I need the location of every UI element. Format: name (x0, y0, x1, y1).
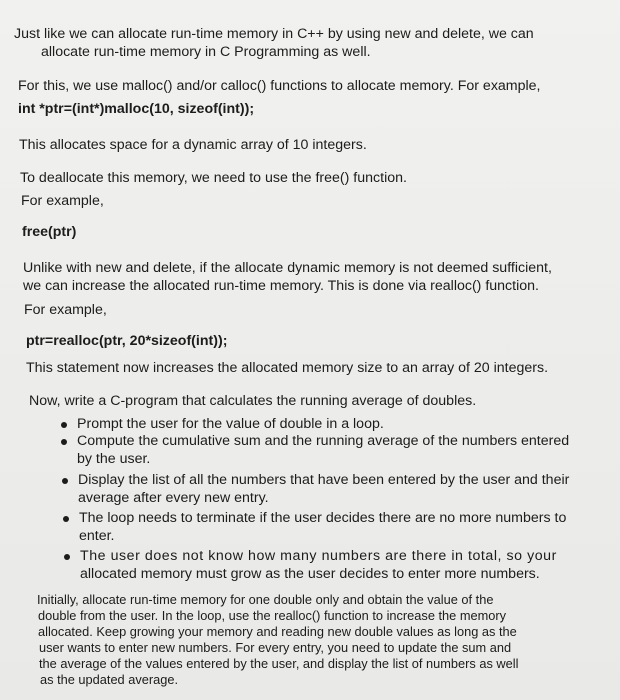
bullet-2-line-2: by the user. (77, 451, 151, 467)
final-line-5: the average of the values entered by the user, and display the list of numbers as well (39, 656, 519, 671)
final-line-1: Initially, allocate run-time memory for one double only and obtain the value of the (37, 592, 494, 607)
bullet-4-line-2: enter. (79, 528, 115, 544)
bullet-5-line-2: allocated memory must grow as the user decides to enter more numbers. (80, 566, 540, 582)
task-intro: Now, write a C-program that calculates the running average of doubles. (29, 393, 477, 409)
realloc-intro-line-1: Unlike with new and delete, if the allocate dynamic memory is not deemed sufficient, (23, 260, 552, 276)
bullet-icon (62, 478, 68, 484)
code-malloc: int *ptr=(int*)malloc(10, sizeof(int)); (18, 101, 255, 117)
intro-line-2: allocate run-time memory in C Programming as well. (41, 44, 371, 60)
allocates-text: This allocates space for a dynamic array of 10 integers. (19, 137, 367, 153)
malloc-intro: For this, we use malloc() and/or calloc() functions to allocate memory. For example, (18, 78, 541, 94)
final-line-2: double from the user. In the loop, use the realloc() function to increase the memory (38, 608, 507, 623)
bullet-2-line-1: Compute the cumulative sum and the running average of the numbers entered (77, 433, 570, 449)
final-line-3: allocated. Keep growing your memory and reading new double values as long as the (38, 624, 517, 639)
bullet-3-line-1: Display the list of all the numbers that have been entered by the user and their (78, 472, 570, 488)
bullet-icon (63, 516, 69, 522)
code-realloc: ptr=realloc(ptr, 20*sizeof(int)); (26, 333, 228, 349)
bullet-icon (61, 439, 67, 445)
bullet-4-line-1: The loop needs to terminate if the user decides there are no more numbers to (79, 510, 567, 526)
bullet-5-line-1: The user does not know how many numbers are there in total, so your (80, 548, 557, 564)
bullet-1-line-1: Prompt the user for the value of double in a loop. (77, 416, 384, 432)
final-line-6: as the updated average. (40, 672, 179, 687)
bullet-icon (61, 422, 67, 428)
intro-line-1: Just like we can allocate run-time memory in C++ by using new and delete, we can (14, 26, 534, 42)
for-example-1: For example, (21, 193, 104, 209)
bullet-3-line-2: average after every new entry. (78, 490, 269, 506)
increase-text: This statement now increases the allocated memory size to an array of 20 integers. (26, 360, 549, 376)
deallocate-text: To deallocate this memory, we need to use the free() function. (20, 170, 407, 186)
code-free: free(ptr) (22, 224, 77, 240)
realloc-intro-line-2: we can increase the allocated run-time memory. This is done via realloc() function. (23, 278, 539, 294)
for-example-2: For example, (24, 302, 107, 318)
bullet-icon (64, 554, 70, 560)
final-line-4: user wants to enter new numbers. For every entry, you need to update the sum and (39, 640, 512, 655)
